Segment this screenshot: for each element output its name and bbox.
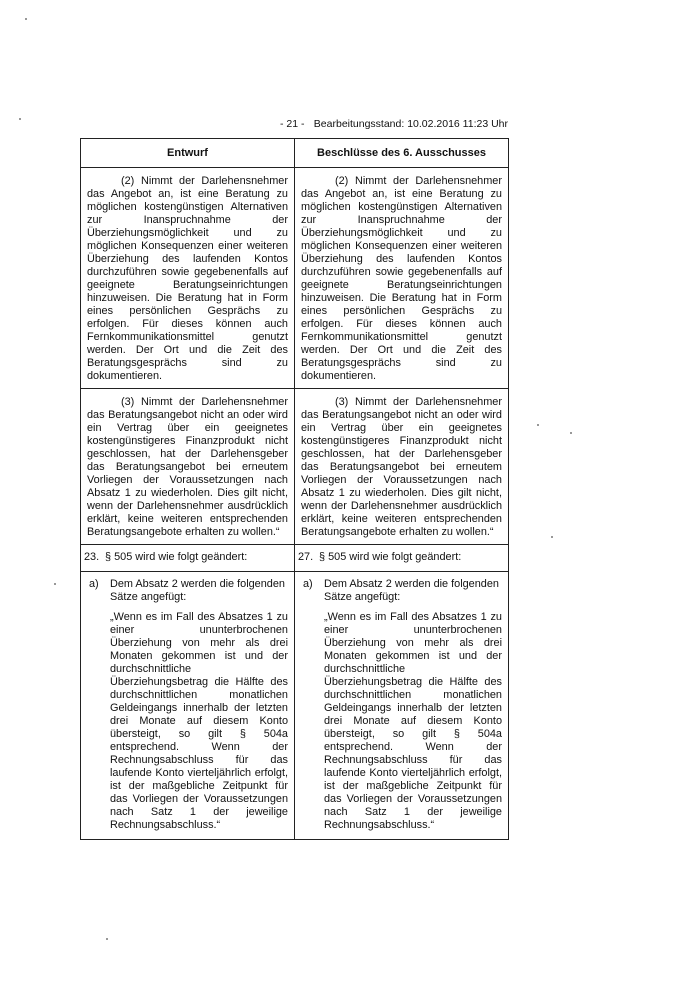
left-paragraph-3: (3) Nimmt der Darlehensnehmer das Beratungsangebot nicht an oder wird ein Vertrag über ein geeignetes kostengünstigeres Finanzprodukt nicht geschlossen, hat der Darlehensgeber das Beratungsangebot bei erneutem Vorliegen der Voraussetzungen nach Absatz 1 zu wiederholen. Dies gilt nicht, wenn der Darlehensnehmer ausdrücklich erklärt, keine weiteren entsprechenden Beratungsangebote erhalten zu wollen.“	[87, 396, 288, 538]
page-number: - 21 -	[280, 118, 305, 130]
page-header	[80, 118, 508, 132]
scan-speck	[54, 583, 56, 585]
subitem-label: a)	[89, 578, 99, 590]
left-quote: „Wenn es im Fall des Absatzes 1 zu einer ununterbrochenen Überziehung von mehr als drei Monaten gekommen ist und der durchschnittliche Überziehungsbetrag die Hälfte des durchschnittlichen monatlichen Geldeingangs innerhalb der letzten drei Monate auf diesem Konto übersteigt, so gilt § 504a entsprechend. Wenn der Rechnungsabschluss für das laufende Konto vierteljährlich erfolgt, ist der maßgebliche Zeitpunkt für das Vorliegen der Voraussetzungen nach Satz 1 der jeweilige Rechnungsabschluss.“	[110, 611, 288, 831]
item-text: § 505 wird wie folgt geändert:	[319, 551, 462, 563]
left-paragraph-2: (2) Nimmt der Darlehensnehmer das Angebot an, ist eine Beratung zu möglichen kostengünstigen Alternativen zur Inanspruchnahme der Überziehungsmöglichkeit und zu möglichen Konsequenzen einer weiteren Überziehung des laufenden Kontos durchzuführen sowie gegebenenfalls auf geeignete Beratungseinrichtungen hinzuweisen. Die Beratung hat in Form eines persönlichen Gesprächs zu erfolgen. Für dieses können auch Fernkommunikationsmittel genutzt werden. Der Ort und die Zeit des Beratungsgesprächs sind zu dokumentieren.	[87, 175, 288, 382]
left-item	[81, 545, 294, 571]
right-quote: „Wenn es im Fall des Absatzes 1 zu einer ununterbrochenen Überziehung von mehr als drei Monaten gekommen ist und der durchschnittliche Überziehungsbetrag die Hälfte des durchschnittlichen monatlichen Geldeingangs innerhalb der letzten drei Monate auf diesem Konto übersteigt, so gilt § 504a entsprechend. Wenn der Rechnungsabschluss für das laufende Konto vierteljährlich erfolgt, ist der maßgebliche Zeitpunkt für das Vorliegen der Voraussetzungen nach Satz 1 der jeweilige Rechnungsabschluss.“	[324, 611, 502, 831]
table-cell	[81, 168, 295, 389]
table-cell	[81, 389, 295, 545]
scan-speck	[551, 536, 553, 538]
table-cell	[81, 572, 295, 840]
item-number: 23.	[84, 551, 100, 563]
table-cell	[295, 572, 509, 840]
item-text: § 505 wird wie folgt geändert:	[105, 551, 248, 563]
item-number: 27.	[298, 551, 314, 563]
table-cell	[295, 389, 509, 545]
right-paragraph-2: (2) Nimmt der Darlehensnehmer das Angebot an, ist eine Beratung zu möglichen kostengünstigen Alternativen zur Inanspruchnahme der Überziehungsmöglichkeit und zu möglichen Konsequenzen einer weiteren Überziehung des laufenden Kontos durchzuführen sowie gegebenenfalls auf geeignete Beratungseinrichtungen hinzuweisen. Die Beratung hat in Form eines persönlichen Gesprächs zu erfolgen. Für dieses können auch Fernkommunikationsmittel genutzt werden. Der Ort und die Zeit des Beratungsgesprächs sind zu dokumentieren.	[301, 175, 502, 382]
scan-speck	[25, 18, 27, 20]
column-header-draft: Entwurf	[81, 139, 295, 168]
subitem-text: Dem Absatz 2 werden die folgenden Sätze angefügt:	[324, 578, 499, 603]
scan-speck	[19, 118, 21, 120]
right-paragraph-3: (3) Nimmt der Darlehensnehmer das Beratungsangebot nicht an oder wird ein Vertrag über ein geeignetes kostengünstigeres Finanzprodukt nicht geschlossen, hat der Darlehensgeber das Beratungsangebot bei erneutem Vorliegen der Voraussetzungen nach Absatz 1 zu wiederholen. Dies gilt nicht, wenn der Darlehensnehmer ausdrücklich erklärt, keine weiteren entsprechenden Beratungsangebote erhalten zu wollen.“	[301, 396, 502, 538]
right-subitem	[295, 572, 508, 604]
right-item	[295, 545, 508, 571]
table-row	[81, 168, 509, 389]
comparison-table	[80, 138, 509, 840]
table-row	[81, 572, 509, 840]
scan-speck	[570, 432, 572, 434]
scan-speck	[106, 938, 108, 940]
subitem-text: Dem Absatz 2 werden die folgenden Sätze angefügt:	[110, 578, 285, 603]
table-row	[81, 545, 509, 572]
table-row	[81, 389, 509, 545]
table-cell	[295, 168, 509, 389]
edit-status: Bearbeitungsstand: 10.02.2016 11:23 Uhr	[313, 118, 508, 130]
column-header-resolutions: Beschlüsse des 6. Ausschusses	[295, 139, 509, 168]
table-cell	[81, 545, 295, 572]
table-header-row	[81, 139, 509, 168]
subitem-label: a)	[303, 578, 313, 590]
left-subitem	[81, 572, 294, 604]
table-cell	[295, 545, 509, 572]
scan-speck	[537, 424, 539, 426]
